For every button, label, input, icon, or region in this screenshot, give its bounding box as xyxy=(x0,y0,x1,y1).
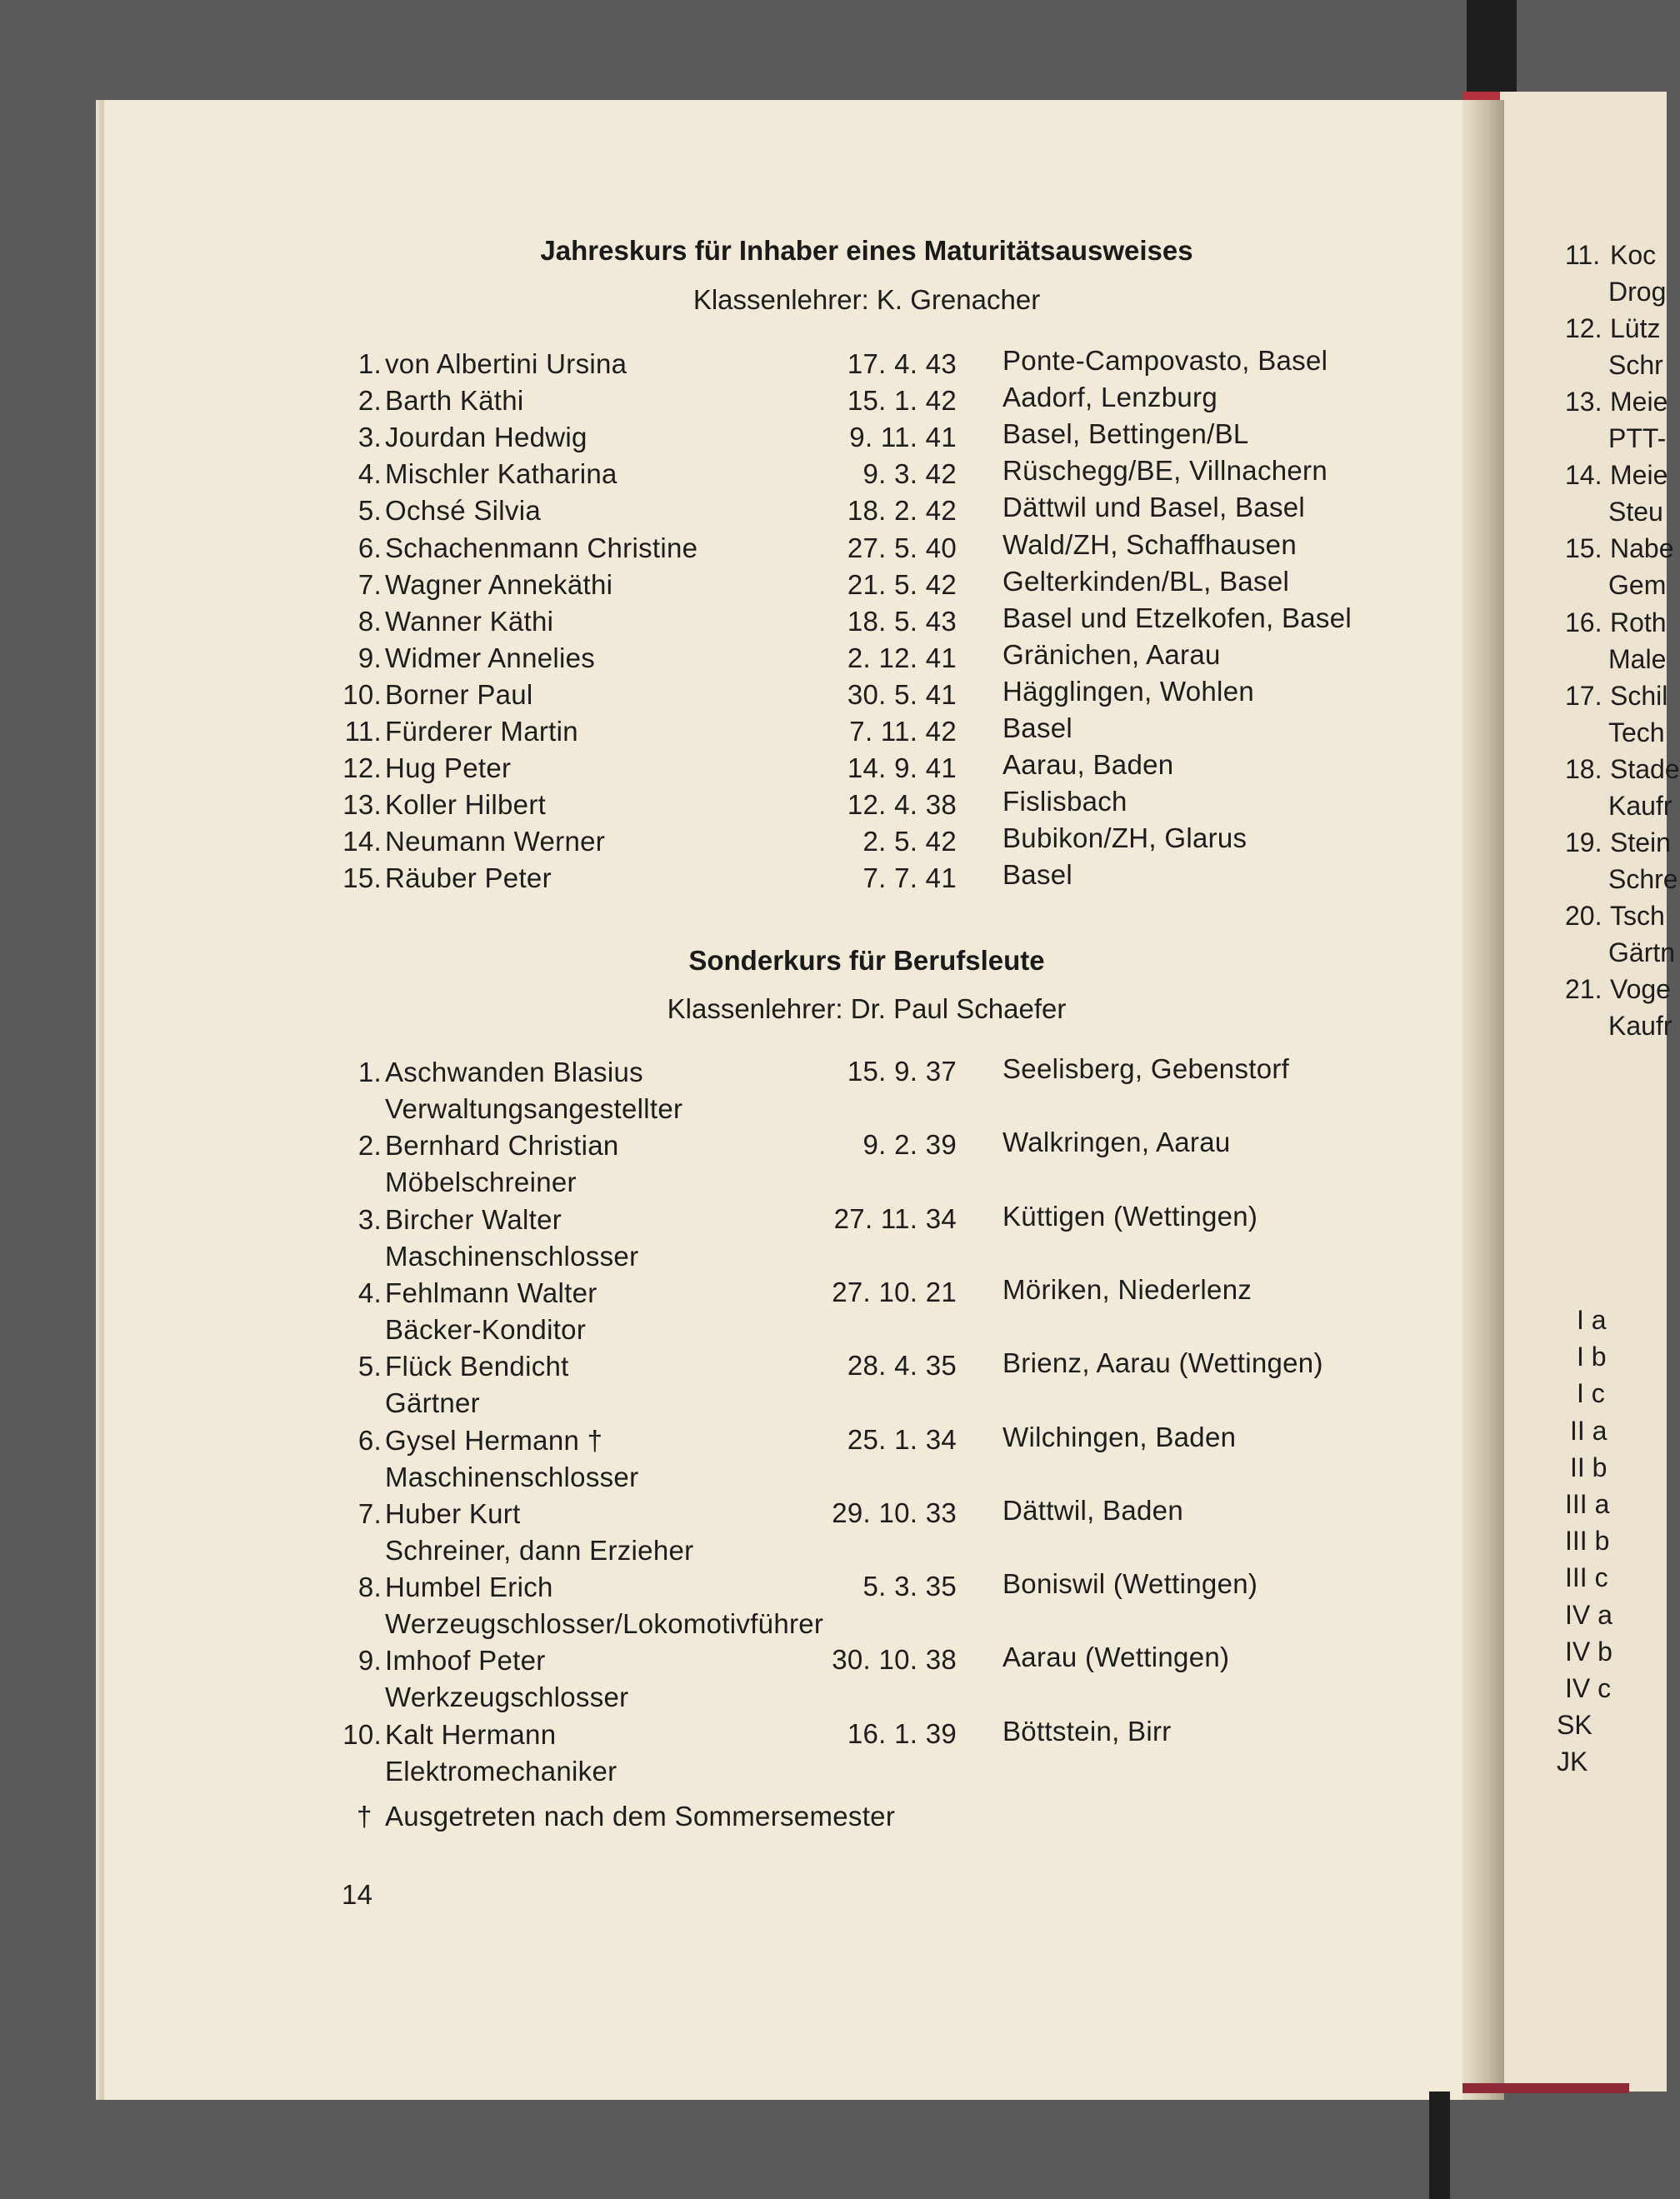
row-name: Aschwanden Blasius xyxy=(385,1057,643,1087)
row-name: Barth Käthi xyxy=(385,385,524,417)
section2-teacher: Klassenlehrer: Dr. Paul Schaefer xyxy=(667,993,1067,1024)
right-row-number: 21. xyxy=(1565,974,1602,1004)
row-place: Seelisberg, Gebenstorf xyxy=(1002,1053,1290,1084)
row-place: Dättwil, Baden xyxy=(1002,1494,1183,1526)
right-row-name: Meie xyxy=(1610,460,1668,491)
row-name: Flück Bendicht xyxy=(385,1351,569,1382)
row-profession: Bäcker-Konditor xyxy=(385,1313,587,1345)
row-number: 9. xyxy=(358,1645,382,1677)
right-row-detail: Drog xyxy=(1608,277,1667,307)
row-profession: Möbelschreiner xyxy=(385,1167,577,1198)
class-label: I c xyxy=(1577,1378,1605,1409)
row-birthdate: 18. 2. 42 xyxy=(847,495,957,527)
row-place: Dättwil und Basel, Basel xyxy=(1002,492,1306,523)
row-place: Gränichen, Aarau xyxy=(1002,638,1221,670)
row-birthdate: 27. 5. 40 xyxy=(847,532,957,563)
row-place: Gelterkinden/BL, Basel xyxy=(1002,565,1290,597)
row-place: Aarau (Wettingen) xyxy=(1002,1642,1230,1673)
row-profession: Werzeugschlosser/Lokomotivführer xyxy=(385,1608,824,1640)
row-profession: Elektromechaniker xyxy=(385,1755,618,1787)
row-birthdate: 28. 4. 35 xyxy=(847,1350,957,1382)
row-place: Basel xyxy=(1002,859,1073,891)
right-row-detail: Gem xyxy=(1608,570,1667,601)
row-name: Humbel Erich xyxy=(385,1572,553,1603)
section2-title: Sonderkurs für Berufsleute xyxy=(688,945,1045,976)
row-birthdate: 29. 10. 33 xyxy=(832,1497,957,1528)
row-place: Aarau, Baden xyxy=(1002,749,1174,781)
row-number: 7. xyxy=(358,568,382,600)
right-row-detail: Schre xyxy=(1608,863,1678,894)
right-row-number: 20. xyxy=(1565,900,1602,931)
class-label: IV b xyxy=(1565,1636,1612,1667)
row-profession: Maschinenschlosser xyxy=(385,1461,639,1492)
left-page xyxy=(104,100,1488,2100)
row-name: Bircher Walter xyxy=(385,1203,562,1235)
row-place: Boniswil (Wettingen) xyxy=(1002,1568,1258,1600)
row-place: Hägglingen, Wohlen xyxy=(1002,675,1254,707)
row-profession: Gärtner xyxy=(385,1387,480,1419)
right-row-detail: Kaufr xyxy=(1608,790,1672,821)
row-number: 14. xyxy=(342,826,382,857)
row-place: Aadorf, Lenzburg xyxy=(1002,382,1218,413)
right-row-name: Roth xyxy=(1610,607,1667,637)
row-place: Brienz, Aarau (Wettingen) xyxy=(1002,1347,1323,1379)
right-row-number: 19. xyxy=(1565,827,1602,857)
row-profession: Werkzeugschlosser xyxy=(385,1682,629,1713)
class-label: SK xyxy=(1557,1710,1592,1741)
right-row-detail: Male xyxy=(1608,643,1667,674)
ribbon-bookmark-top xyxy=(1467,0,1517,92)
row-place: Basel und Etzelkofen, Basel xyxy=(1002,602,1352,633)
right-row-number: 13. xyxy=(1565,387,1602,417)
row-name: Kalt Hermann xyxy=(385,1718,557,1750)
row-birthdate: 30. 10. 38 xyxy=(832,1644,957,1676)
row-number: 10. xyxy=(342,678,382,710)
right-row-number: 18. xyxy=(1565,753,1602,784)
row-birthdate: 14. 9. 41 xyxy=(847,752,957,784)
row-birthdate: 27. 11. 34 xyxy=(833,1202,957,1234)
row-place: Küttigen (Wettingen) xyxy=(1002,1200,1258,1232)
right-row-name: Stade xyxy=(1610,753,1680,784)
row-number: 4. xyxy=(358,458,382,490)
page-number: 14 xyxy=(342,1879,373,1910)
row-birthdate: 7. 7. 41 xyxy=(862,862,957,894)
right-row-number: 15. xyxy=(1565,533,1602,564)
right-row-name: Voge xyxy=(1610,974,1671,1004)
class-label: II b xyxy=(1570,1452,1608,1482)
class-label: III c xyxy=(1565,1562,1608,1593)
row-name: Borner Paul xyxy=(385,678,533,710)
row-profession: Schreiner, dann Erzieher xyxy=(385,1534,694,1566)
row-birthdate: 21. 5. 42 xyxy=(847,568,957,600)
row-birthdate: 2. 5. 42 xyxy=(862,826,957,857)
row-profession: Maschinenschlosser xyxy=(385,1240,639,1272)
row-number: 3. xyxy=(358,1203,382,1235)
row-number: 5. xyxy=(358,1351,382,1382)
book-spine xyxy=(1462,100,1504,2100)
class-label: I a xyxy=(1577,1305,1607,1335)
row-profession: Verwaltungsangestellter xyxy=(385,1093,683,1124)
row-name: Gysel Hermann † xyxy=(385,1424,603,1456)
row-birthdate: 9. 2. 39 xyxy=(862,1129,957,1161)
row-birthdate: 9. 11. 41 xyxy=(849,422,957,453)
row-number: 11. xyxy=(344,716,382,747)
right-row-detail: Schr xyxy=(1608,350,1663,381)
row-name: Huber Kurt xyxy=(385,1497,521,1529)
row-name: Schachenmann Christine xyxy=(385,532,698,563)
row-name: Fehlmann Walter xyxy=(385,1277,598,1308)
row-number: 3. xyxy=(358,422,382,453)
row-place: Möriken, Niederlenz xyxy=(1002,1273,1252,1305)
row-number: 6. xyxy=(358,1424,382,1456)
ribbon-bookmark-bottom xyxy=(1429,2092,1450,2199)
class-label: JK xyxy=(1557,1747,1588,1777)
row-place: Ponte-Campovasto, Basel xyxy=(1002,345,1328,376)
row-birthdate: 9. 3. 42 xyxy=(862,458,957,490)
class-label: III a xyxy=(1565,1489,1610,1519)
row-number: 1. xyxy=(358,1057,382,1087)
row-number: 10. xyxy=(342,1718,382,1750)
row-birthdate: 18. 5. 43 xyxy=(847,605,957,637)
row-name: Mischler Katharina xyxy=(385,458,618,490)
row-number: 8. xyxy=(358,605,382,637)
row-birthdate: 16. 1. 39 xyxy=(847,1717,957,1749)
row-name: Bernhard Christian xyxy=(385,1130,619,1162)
row-name: Widmer Annelies xyxy=(385,642,596,673)
row-number: 2. xyxy=(358,1130,382,1162)
row-birthdate: 15. 9. 37 xyxy=(847,1056,957,1087)
row-number: 8. xyxy=(358,1572,382,1603)
row-number: 12. xyxy=(342,752,382,784)
row-place: Bubikon/ZH, Glarus xyxy=(1002,822,1248,854)
section1-title: Jahreskurs für Inhaber eines Maturitätsausweises xyxy=(540,235,1193,266)
row-number: 13. xyxy=(342,789,382,821)
right-row-number: 17. xyxy=(1565,680,1602,711)
row-name: Wanner Käthi xyxy=(385,605,554,637)
section1-teacher: Klassenlehrer: K. Grenacher xyxy=(692,284,1041,315)
row-birthdate: 12. 4. 38 xyxy=(847,789,957,821)
row-birthdate: 17. 4. 43 xyxy=(847,348,957,379)
row-place: Rüschegg/BE, Villnachern xyxy=(1002,455,1328,487)
row-number: 15. xyxy=(342,862,382,894)
right-row-name: Lütz xyxy=(1610,313,1661,344)
row-name: von Albertini Ursina xyxy=(385,348,628,379)
row-birthdate: 15. 1. 42 xyxy=(847,385,957,417)
row-name: Hug Peter xyxy=(385,752,512,784)
right-row-detail: Gärtn xyxy=(1608,937,1676,967)
row-birthdate: 30. 5. 41 xyxy=(847,678,957,710)
right-row-number: 12. xyxy=(1565,313,1602,344)
row-number: 4. xyxy=(358,1277,382,1308)
row-birthdate: 2. 12. 41 xyxy=(847,642,957,673)
row-name: Räuber Peter xyxy=(385,862,552,894)
right-row-name: Meie xyxy=(1610,387,1668,417)
row-place: Fislisbach xyxy=(1002,786,1128,817)
right-row-detail: Steu xyxy=(1608,497,1663,527)
row-place: Walkringen, Aarau xyxy=(1002,1127,1231,1158)
right-row-name: Tsch xyxy=(1610,900,1665,931)
row-name: Koller Hilbert xyxy=(385,789,547,821)
row-birthdate: 5. 3. 35 xyxy=(862,1571,957,1602)
row-name: Ochsé Silvia xyxy=(385,495,542,527)
row-place: Basel, Bettingen/BL xyxy=(1002,418,1249,450)
row-name: Jourdan Hedwig xyxy=(385,422,588,453)
right-row-number: 11. xyxy=(1565,240,1601,270)
class-label: IV a xyxy=(1565,1599,1612,1630)
row-number: 1. xyxy=(358,348,382,379)
class-label: I b xyxy=(1577,1342,1607,1372)
row-birthdate: 25. 1. 34 xyxy=(847,1423,957,1455)
row-number: 7. xyxy=(358,1497,382,1529)
row-place: Basel xyxy=(1002,712,1073,743)
row-birthdate: 7. 11. 42 xyxy=(849,716,957,747)
footnote-text: Ausgetreten nach dem Sommersemester xyxy=(385,1801,896,1832)
row-name: Fürderer Martin xyxy=(385,716,578,747)
right-row-name: Nabe xyxy=(1610,533,1674,564)
right-row-name: Stein xyxy=(1610,827,1671,857)
row-birthdate: 27. 10. 21 xyxy=(832,1276,957,1307)
row-number: 5. xyxy=(358,495,382,527)
row-number: 6. xyxy=(358,532,382,563)
row-name: Wagner Annekäthi xyxy=(385,568,613,600)
row-name: Imhoof Peter xyxy=(385,1645,546,1677)
row-place: Wilchingen, Baden xyxy=(1002,1421,1237,1452)
right-row-number: 16. xyxy=(1565,607,1602,637)
right-row-name: Koc xyxy=(1610,240,1657,270)
footnote-mark: † xyxy=(357,1801,372,1832)
row-number: 9. xyxy=(358,642,382,673)
row-place: Wald/ZH, Schaffhausen xyxy=(1002,528,1297,560)
row-name: Neumann Werner xyxy=(385,826,606,857)
binding-band-bottom xyxy=(1462,2083,1629,2093)
right-row-name: Schil xyxy=(1610,680,1668,711)
right-row-detail: Tech xyxy=(1608,717,1665,747)
right-row-number: 14. xyxy=(1565,460,1602,491)
right-row-detail: PTT- xyxy=(1608,423,1667,454)
class-label: IV c xyxy=(1565,1673,1612,1703)
row-number: 2. xyxy=(358,385,382,417)
class-label: III b xyxy=(1565,1526,1610,1557)
row-place: Böttstein, Birr xyxy=(1002,1715,1172,1747)
class-label: II a xyxy=(1570,1415,1608,1446)
right-row-detail: Kaufr xyxy=(1608,1011,1672,1041)
